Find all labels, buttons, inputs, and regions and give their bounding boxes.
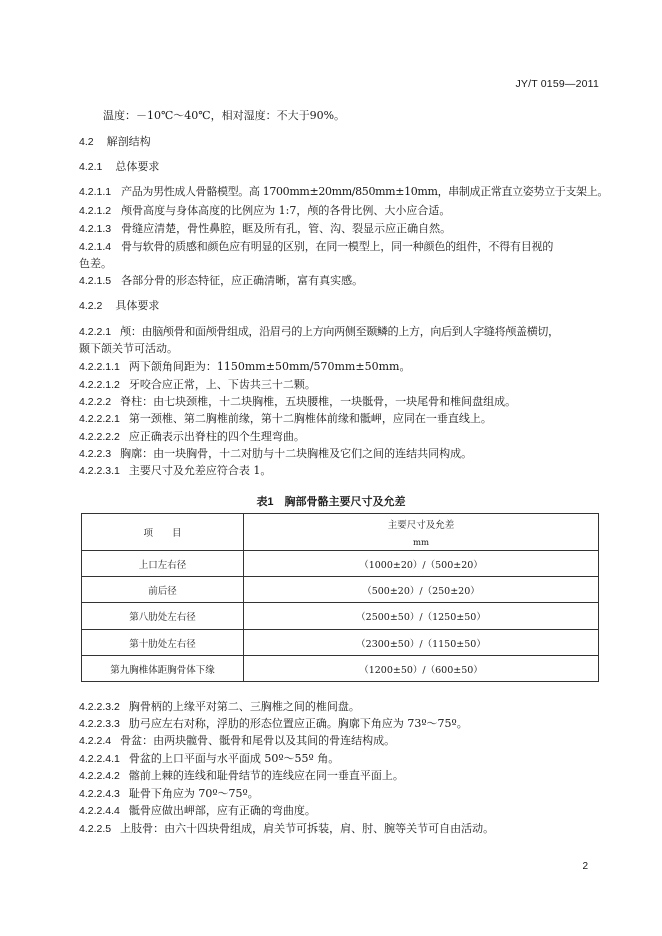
clause-number: 4.2.1.5 [79, 275, 112, 287]
line-text: 胸廓：由一块胸骨，十二对肋与十二块胸椎及它们之间的连结共同构成。 [120, 447, 473, 460]
clause-number: 4.2 [79, 136, 94, 148]
clause-number: 4.2.2.3.3 [79, 718, 120, 730]
table-header-row [82, 514, 599, 551]
clause-number: 4.2.2.3 [79, 448, 112, 460]
body-line [79, 273, 363, 289]
line-text: 脊柱：由七块颈椎，十二块胸椎，五块腰椎，一块骶骨，一块尾骨和椎间盘组成。 [120, 395, 517, 408]
clause-number: 4.2.2.2 [79, 396, 112, 408]
line-text: 胸骨柄的上缘平对第二、三胸椎之间的椎间盘。 [128, 700, 360, 713]
clause-number: 4.2.2.1 [79, 326, 112, 338]
clause-number: 4.2.1.1 [79, 186, 112, 198]
header-value-label: 主要尺寸及允差 [387, 519, 455, 531]
page-number: 2 [582, 861, 588, 872]
clause-number: 4.2.2.5 [79, 823, 112, 835]
line-text: 主要尺寸及允差应符合表 1。 [128, 464, 272, 477]
clause-number: 4.2.2.4.4 [79, 805, 120, 817]
body-line [79, 359, 410, 375]
row-item: 前后径 [82, 577, 244, 603]
row-item: 上口左右径 [82, 551, 244, 577]
line-text: 牙咬合应正常，上、下齿共三十二颗。 [128, 378, 316, 391]
body-line [79, 751, 339, 767]
line-text: 各部分骨的形态特征，应正确清晰，富有真实感。 [121, 274, 364, 287]
line-text: 骨盆的上口平面与水平面成 50º～55º 角。 [128, 752, 340, 765]
body-line [79, 716, 468, 732]
body-line [79, 821, 494, 837]
body-line [79, 377, 316, 393]
body-line [79, 768, 404, 784]
table-row [82, 656, 599, 682]
header-unit-label: mm [412, 537, 430, 548]
line-text: 应正确表示出脊柱的四个生理弯曲。 [128, 430, 305, 443]
body-line [79, 699, 360, 715]
body-line [79, 394, 516, 410]
row-value: （2500±50）/（1250±50） [244, 603, 599, 630]
line-text: 上肢骨：由六十四块骨组成，肩关节可拆装，肩、肘、腕等关节可自由活动。 [120, 822, 495, 835]
body-line [79, 803, 316, 819]
row-value: （2300±50）/（1150±50） [244, 630, 599, 656]
line-text: 骨缝应清楚，骨性鼻腔，眶及所有孔，管、沟、裂显示应正确自然。 [121, 222, 452, 235]
line-text: 颅：由脑颅骨和面颅骨组成，沿眉弓的上方向两侧至颞鳞的上方，向后到人字缝将颅盖横切， [120, 325, 559, 338]
row-item: 第十肋处左右径 [82, 630, 244, 656]
body-line [79, 446, 472, 462]
row-item: 第九胸椎体距胸骨体下缘 [82, 656, 244, 682]
clause-number: 4.2.2.2.2 [79, 431, 120, 443]
row-value: （1200±50）/（600±50） [244, 656, 599, 682]
line-text: 具体要求 [115, 299, 160, 312]
line-text: 两下颌角间距为：1150mm±50mm/570mm±50mm。 [128, 360, 411, 373]
body-line [79, 733, 395, 749]
line-text: 耻骨下角应为 70º～75º。 [128, 787, 259, 800]
dimensions-table [81, 513, 599, 682]
line-text: 骨与软骨的质感和颜色应有明显的区别，在同一模型上，同一种颜色的组件，不得有目视的 [121, 240, 554, 253]
body-line [79, 429, 305, 445]
body-line [79, 463, 271, 479]
line-text: 骨盆：由两块髋骨、骶骨和尾骨以及其间的骨连结构成。 [120, 734, 396, 747]
body-line [103, 108, 345, 123]
body-line [79, 203, 450, 219]
row-value: （500±20）/（250±20） [244, 577, 599, 603]
line-text: 颞下颌关节可活动。 [79, 342, 178, 355]
table-row [82, 630, 599, 656]
clause-number: 4.2.1.4 [79, 241, 112, 253]
line-text: 肋弓应左右对称，浮肋的形态位置应正确。胸廓下角应为 73º～75º。 [128, 717, 468, 730]
clause-number: 4.2.1.2 [79, 205, 112, 217]
clause-number: 4.2.2 [79, 300, 103, 312]
document-code: JY/T 0159—2011 [515, 78, 599, 90]
clause-number: 4.2.2.4.2 [79, 770, 120, 782]
row-value: （1000±20）/（500±20） [244, 551, 599, 577]
clause-number: 4.2.2.4 [79, 735, 112, 747]
clause-number: 4.2.2.4.1 [79, 753, 120, 765]
body-line [79, 221, 451, 237]
clause-number: 4.2.2.1.2 [79, 379, 120, 391]
section-heading [79, 134, 151, 150]
header-value-cell [244, 514, 599, 551]
line-text: 解剖结构 [106, 135, 151, 148]
body-line [79, 411, 492, 427]
clause-number: 4.2.2.3.1 [79, 465, 120, 477]
clause-number: 4.2.1.3 [79, 223, 112, 235]
row-item: 第八肋处左右径 [82, 603, 244, 630]
line-text: 总体要求 [115, 160, 160, 173]
section-heading [79, 159, 159, 175]
header-item-label: 项 目 [143, 528, 182, 539]
line-text: 第一颈椎、第二胸椎前缘，第十二胸椎体前缘和骶岬，应同在一垂直线上。 [128, 412, 492, 425]
table-row [82, 603, 599, 630]
body-line [79, 239, 553, 255]
line-text: 髂前上棘的连线和耻骨结节的连线应在同一垂直平面上。 [128, 769, 404, 782]
line-text: 骶骨应做出岬部，应有正确的弯曲度。 [128, 804, 316, 817]
line-text: 颅骨高度与身体高度的比例应为 1:7，颅的各骨比例、大小应合适。 [121, 204, 451, 217]
clause-number: 4.2.2.3.2 [79, 701, 120, 713]
table-row [82, 577, 599, 603]
clause-number: 4.2.2.2.1 [79, 413, 120, 425]
line-text: 产品为男性成人骨骼模型。高 1700mm±20mm/850mm±10mm，串制成正常直立姿势立于支架上。 [121, 185, 608, 198]
body-line [79, 184, 608, 200]
body-line [79, 786, 259, 802]
body-line [79, 341, 178, 356]
body-line [79, 256, 112, 271]
header-item-cell [82, 514, 244, 551]
line-text: 温度：－10℃～40℃，相对湿度：不大于90%。 [103, 109, 346, 122]
section-heading [79, 298, 159, 314]
table-row [82, 551, 599, 577]
clause-number: 4.2.2.1.1 [79, 361, 120, 373]
clause-number: 4.2.2.4.3 [79, 788, 120, 800]
line-text: 色差。 [79, 257, 112, 270]
table-caption: 表1 胸部骨骼主要尺寸及允差 [256, 496, 406, 508]
clause-number: 4.2.1 [79, 161, 103, 173]
body-line [79, 324, 559, 340]
